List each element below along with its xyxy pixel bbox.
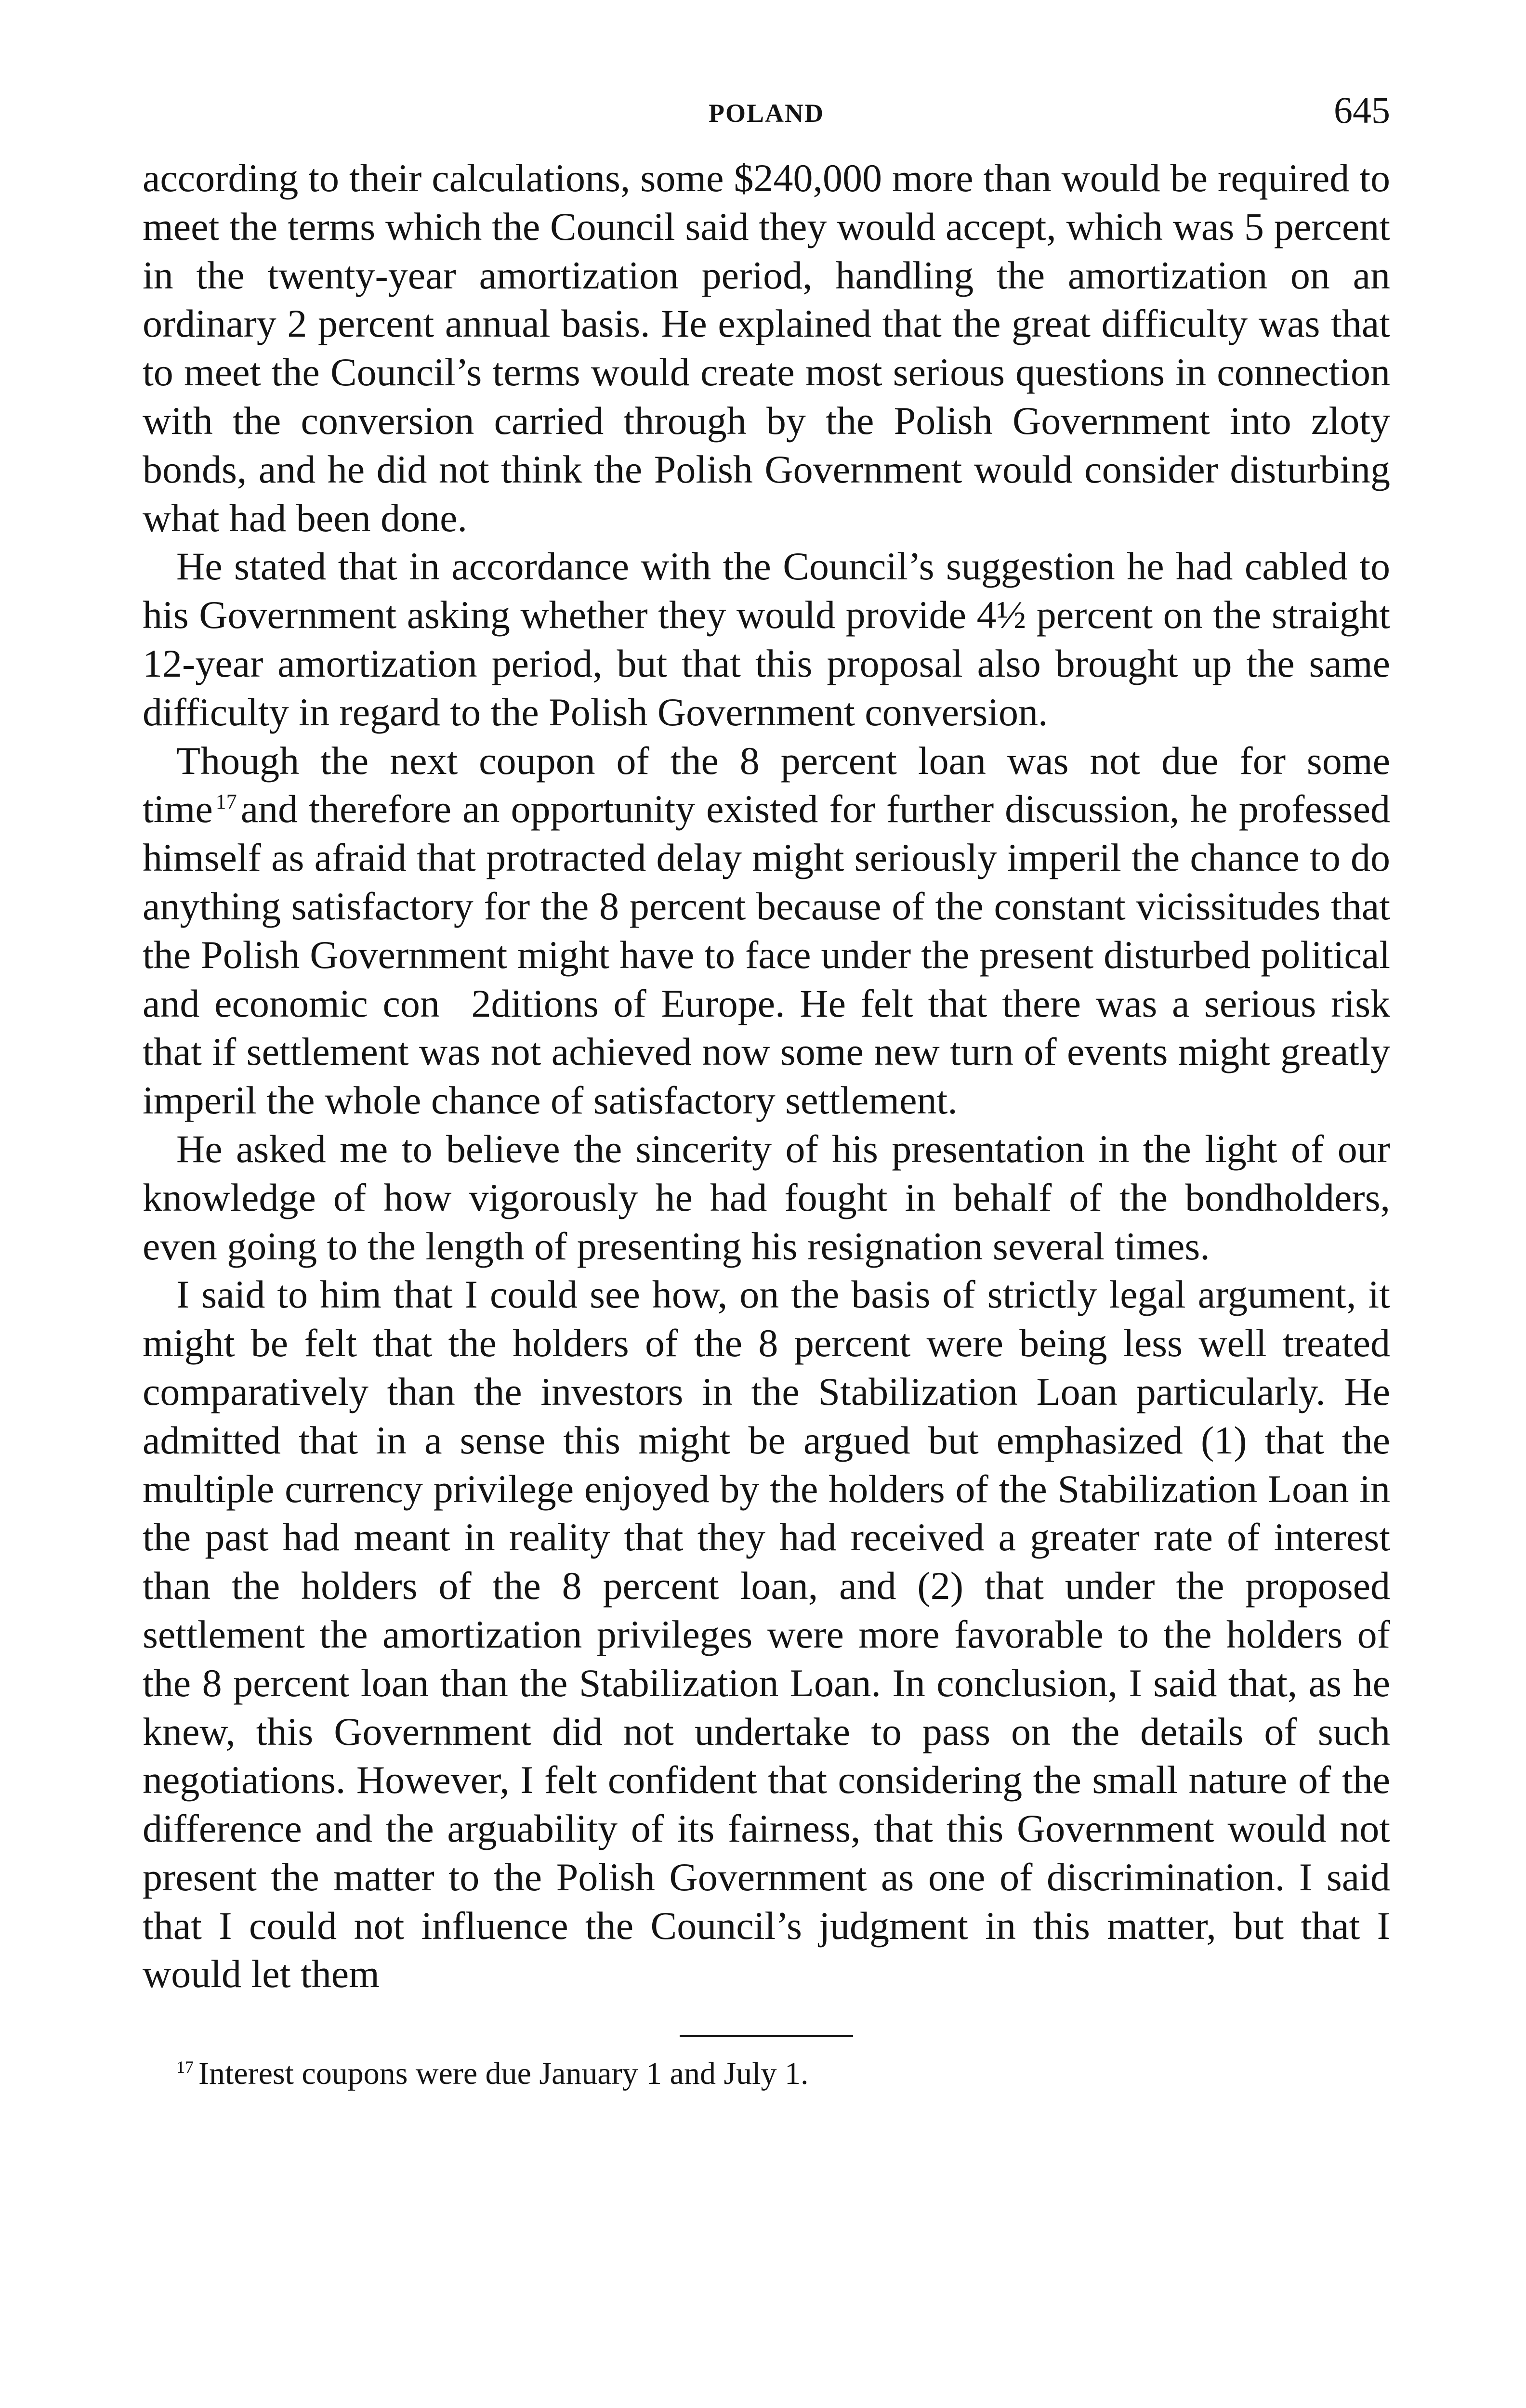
paragraph-3-text-before: Though the next coupon of the 8 percent loan was not due for some time [143,738,1390,831]
paragraph-2: He stated that in accordance with the Council’s suggestion he had cabled to his Government asking whether they would provide 4½ percent on the straight 12-year amortization period, but that this proposal also brought up the same difficulty in regard to the Polish Government conversion. [143,544,1390,734]
paragraph-3-text-after: and therefore an opportunity existed for further discussion, he professed himself as afraid that protracted delay might seriously imperil the chance to do anything satisfactory for the 8 percent because of the constant vicissitudes that the Polish Government might have to face under the present disturbed political and economic con 2ditions of Europe. He felt that there was a serious risk that if settlement was not achieved now some new turn of events might greatly imperil the whole chance of satisfactory settlement. [143,787,1390,1123]
footnote-reference: 17 [215,790,237,814]
footnote-divider [680,2035,853,2037]
footnote-text: Interest coupons were due January 1 and July 1. [198,2056,809,2092]
footnote [143,2055,1390,2093]
page-header [143,89,1390,149]
paragraph-4: He asked me to believe the sincerity of his presentation in the light of our knowledge of how vigorously he had fought in behalf of the bondholders, even going to the length of presenting his resignation several times. [143,1126,1390,1268]
footnote-number: 17 [176,2057,194,2077]
body-text [143,154,1390,1999]
paragraph-3 [143,737,1390,1125]
page-number: 645 [1334,89,1390,131]
paragraph-1: according to their calculations, some $240,000 more than would be required to meet the terms which the Council said they would accept, which was 5 percent in the twenty-year amortization period, handling the amortization on an ordinary 2 percent annual basis. He explained that the great difficulty was that to meet the Council’s terms would create most serious questions in connection with the conversion carried through by the Polish Government into zloty bonds, and he did not think the Polish Government would consider disturbing what had been done. [143,156,1390,540]
document-page [143,89,1390,2093]
paragraph-5: I said to him that I could see how, on the basis of strictly legal argument, it might be felt that the holders of the 8 percent were being less well treated comparatively than the investors in the Stabilization Loan particularly. He admitted that in a sense this might be argued but emphasized (1) that the multiple currency privilege enjoyed by the holders of the Stabilization Loan in the past had meant in reality that they had received a greater rate of interest than the holders of the 8 percent loan, and (2) that under the proposed settlement the amortization privileges were more favorable to the holders of the 8 percent loan than the Stabilization Loan. In conclusion, I said that, as he knew, this Government did not undertake to pass on the details of such negotiations. However, I felt confident that considering the small nature of the difference and the arguability of its fairness, that this Government would not present the matter to the Polish Government as one of discrimination. I said that I could not influence the Council’s judgment in this matter, but that I would let them [143,1272,1390,1996]
running-head: POLAND [709,99,824,128]
